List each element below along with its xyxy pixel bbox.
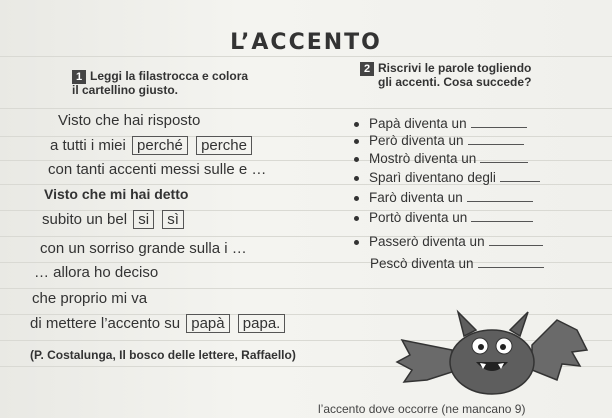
poem-credit: (P. Costalunga, Il bosco delle lettere, Raffaello): [30, 348, 296, 362]
rewrite-item-label: Però diventa un: [369, 133, 464, 148]
rewrite-item: [354, 170, 540, 185]
exercise3-instruction-partial: l’accento dove occorre (ne mancano 9): [318, 402, 526, 416]
bullet-icon: [354, 240, 359, 245]
answer-blank[interactable]: [489, 237, 543, 246]
exercise2-text-line2: gli accenti. Cosa succede?: [378, 75, 532, 89]
exercise1-text-line1: Leggi la filastrocca e colora: [90, 69, 249, 83]
choice-si-plain[interactable]: si: [133, 210, 154, 229]
rewrite-item: [354, 234, 543, 249]
rewrite-item: [354, 190, 533, 205]
poem-line-2-text: a tutti i miei: [50, 137, 126, 154]
answer-blank[interactable]: [478, 259, 544, 268]
answer-blank[interactable]: [471, 119, 527, 128]
bullet-icon: [354, 176, 359, 181]
choice-perche-accented[interactable]: perché: [132, 136, 188, 155]
rewrite-item-label: Passerò diventa un: [369, 234, 485, 249]
rewrite-item-label: Farò diventa un: [369, 190, 463, 205]
poem-line-5: [42, 210, 186, 229]
poem-line-7: … allora ho deciso: [34, 264, 159, 281]
bullet-icon: [354, 139, 359, 144]
rewrite-item: [354, 116, 527, 131]
choice-papa-plain[interactable]: papa.: [238, 314, 286, 333]
rewrite-item-label: Pescò diventa un: [370, 256, 474, 271]
poem-line-3: con tanti accenti messi sulle e …: [48, 161, 267, 178]
poem-line-9-text: di mettere l’accento su: [30, 315, 181, 332]
rewrite-item: [354, 133, 524, 148]
poem-line-9: [30, 314, 287, 333]
bullet-icon: [354, 196, 359, 201]
rewrite-item: [370, 256, 544, 271]
rewrite-item-label: Sparì diventano degli: [369, 170, 496, 185]
page-title: L’ACCENTO: [230, 30, 382, 55]
bullet-icon: [354, 216, 359, 221]
poem-line-1: Visto che hai risposto: [58, 112, 201, 129]
choice-perche-plain[interactable]: perche: [196, 136, 252, 155]
answer-blank[interactable]: [480, 154, 528, 163]
bullet-icon: [354, 122, 359, 127]
bat-illustration: [392, 300, 592, 400]
rewrite-item-label: Mostrò diventa un: [369, 151, 477, 166]
choice-si-accented[interactable]: sì: [162, 210, 184, 229]
answer-blank[interactable]: [500, 173, 540, 182]
rewrite-item: [354, 151, 528, 166]
answer-blank[interactable]: [467, 193, 533, 202]
rewrite-item-label: Portò diventa un: [369, 210, 468, 225]
poem-line-5-text: subito un bel: [42, 211, 128, 228]
exercise2-text-line1: Riscrivi le parole togliendo: [378, 61, 532, 75]
answer-blank[interactable]: [471, 213, 533, 222]
answer-blank[interactable]: [468, 136, 524, 145]
exercise1-number: 1: [72, 70, 86, 84]
exercise1-instruction: [72, 70, 248, 97]
poem-line-6: con un sorriso grande sulla i …: [40, 240, 247, 257]
poem-line-2: [50, 136, 254, 155]
poem-line-8: che proprio mi va: [32, 290, 148, 307]
poem-line-4: Visto che mi hai detto: [44, 186, 189, 202]
choice-papa-accented[interactable]: papà: [186, 314, 229, 333]
bullet-icon: [354, 157, 359, 162]
exercise2-instruction: [360, 62, 531, 89]
rewrite-item-label: Papà diventa un: [369, 116, 467, 131]
exercise2-number: 2: [360, 62, 374, 76]
rewrite-item: [354, 210, 533, 225]
exercise1-text-line2: il cartellino giusto.: [72, 83, 179, 97]
